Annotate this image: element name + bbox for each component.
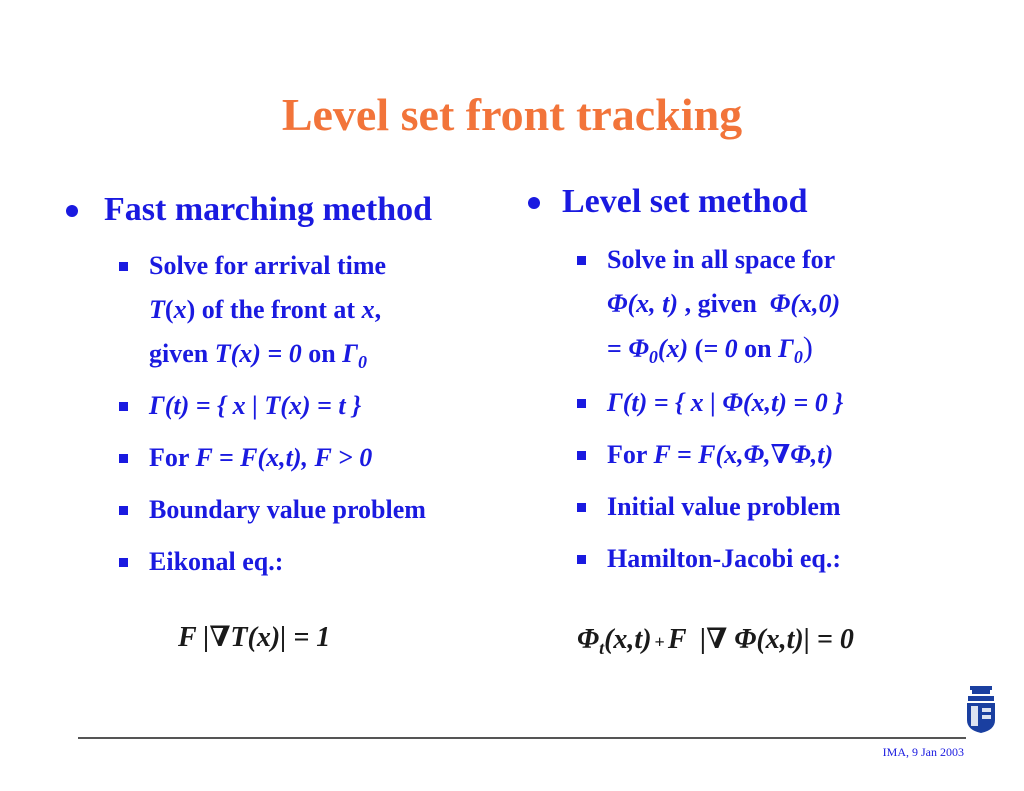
bullet-dot-icon <box>66 205 78 217</box>
text-fragment: , <box>374 295 382 324</box>
right-bullet-3-text: F = F(x,Φ,∇Φ,t) <box>653 440 834 469</box>
math-phi: Φ(x, t) <box>607 289 679 318</box>
right-bullet-2 <box>607 381 843 425</box>
right-bullet-5 <box>607 537 843 581</box>
left-bullet-4 <box>149 488 426 532</box>
math-subscript: 0 <box>793 347 803 367</box>
right-bullet-4 <box>607 485 843 529</box>
hamilton-jacobi-equation <box>577 622 854 656</box>
left-bullet-3-pre: For <box>149 443 196 472</box>
bullet-square-icon <box>577 555 586 564</box>
math-paren: ) <box>186 295 196 324</box>
math-x: (x) <box>657 334 689 363</box>
right-bullet-1-line1: Solve in all space for <box>607 245 836 274</box>
math-subscript: 0 <box>648 347 658 367</box>
left-bullet-1 <box>149 244 426 376</box>
math-expr: T(x) = 0 <box>214 339 302 368</box>
bullet-square-icon <box>119 558 128 567</box>
left-heading-text: Fast marching method <box>104 191 433 228</box>
university-crest-icon <box>964 686 998 739</box>
left-heading <box>104 190 432 230</box>
bullet-square-icon <box>577 399 586 408</box>
math-subscript: 0 <box>357 352 367 372</box>
left-bullet-1-line1: Solve for arrival time <box>149 251 387 280</box>
math-expr: F |∇ Φ(x,t)| = 0 <box>667 624 854 655</box>
right-bullet-3 <box>607 433 843 477</box>
left-bullet-3 <box>149 436 426 480</box>
math-x: x <box>173 295 187 324</box>
math-paren: ( <box>164 295 174 324</box>
math-subscript: t <box>599 638 605 658</box>
math-expr: = 0 <box>703 334 738 363</box>
footer-divider <box>78 737 966 739</box>
bullet-square-icon <box>119 506 128 515</box>
right-bullet-1-line2 <box>607 282 843 326</box>
right-bullet-5-text: Hamilton-Jacobi eq.: <box>607 544 841 573</box>
left-bullet-2-text: Γ(t) = { x | T(x) = t } <box>149 391 362 420</box>
right-column <box>562 182 808 222</box>
text-fragment: on <box>301 339 343 368</box>
right-bullet-4-text: Initial value problem <box>607 492 841 521</box>
bullet-square-icon <box>119 454 128 463</box>
slide-title: Level set front tracking <box>281 89 743 140</box>
left-bullet-5-text: Eikonal eq.: <box>149 547 284 576</box>
right-heading-text: Level set method <box>562 183 808 220</box>
bullet-dot-icon <box>528 197 540 209</box>
bullet-square-icon <box>577 256 586 265</box>
math-phi: Φ <box>628 334 649 363</box>
right-subitems <box>607 238 843 581</box>
left-bullet-2 <box>149 384 426 428</box>
right-heading <box>562 182 808 222</box>
left-bullet-3-text: F = F(x,t), F > 0 <box>195 443 373 472</box>
footer-text: IMA, 9 Jan 2003 <box>882 745 964 759</box>
right-bullet-3-pre: For <box>607 440 654 469</box>
math-gamma: Γ <box>778 334 794 363</box>
math-phi: Φ <box>577 624 600 655</box>
left-bullet-1-line2 <box>149 288 426 332</box>
math-x: x <box>361 295 375 324</box>
left-column <box>104 190 432 230</box>
text-fragment: ( <box>688 334 704 363</box>
bullet-square-icon <box>119 402 128 411</box>
left-subitems <box>149 244 426 584</box>
bullet-square-icon <box>119 262 128 271</box>
text-fragment: ) <box>802 331 813 364</box>
math-gamma: Γ <box>342 339 358 368</box>
eikonal-equation: F |∇T(x)| = 1 <box>178 622 331 653</box>
math-phi: Φ(x,0) <box>769 289 841 318</box>
math-T: T <box>149 295 165 324</box>
bullet-square-icon <box>577 503 586 512</box>
right-bullet-2-text: Γ(t) = { x | Φ(x,t) = 0 } <box>607 388 844 417</box>
bullet-square-icon <box>577 451 586 460</box>
right-bullet-1-line3 <box>607 326 843 371</box>
text-fragment: , given <box>678 289 770 318</box>
left-bullet-4-text: Boundary value problem <box>149 495 426 524</box>
left-bullet-5 <box>149 540 426 584</box>
right-bullet-1 <box>607 238 843 371</box>
text-fragment: on <box>737 334 779 363</box>
math-plus: + <box>654 632 665 652</box>
text-fragment: = <box>607 334 629 363</box>
math-args: (x,t) <box>604 624 652 655</box>
text-fragment: of the front at <box>195 295 362 324</box>
text-fragment: given <box>149 339 215 368</box>
left-bullet-1-line3 <box>149 332 426 376</box>
